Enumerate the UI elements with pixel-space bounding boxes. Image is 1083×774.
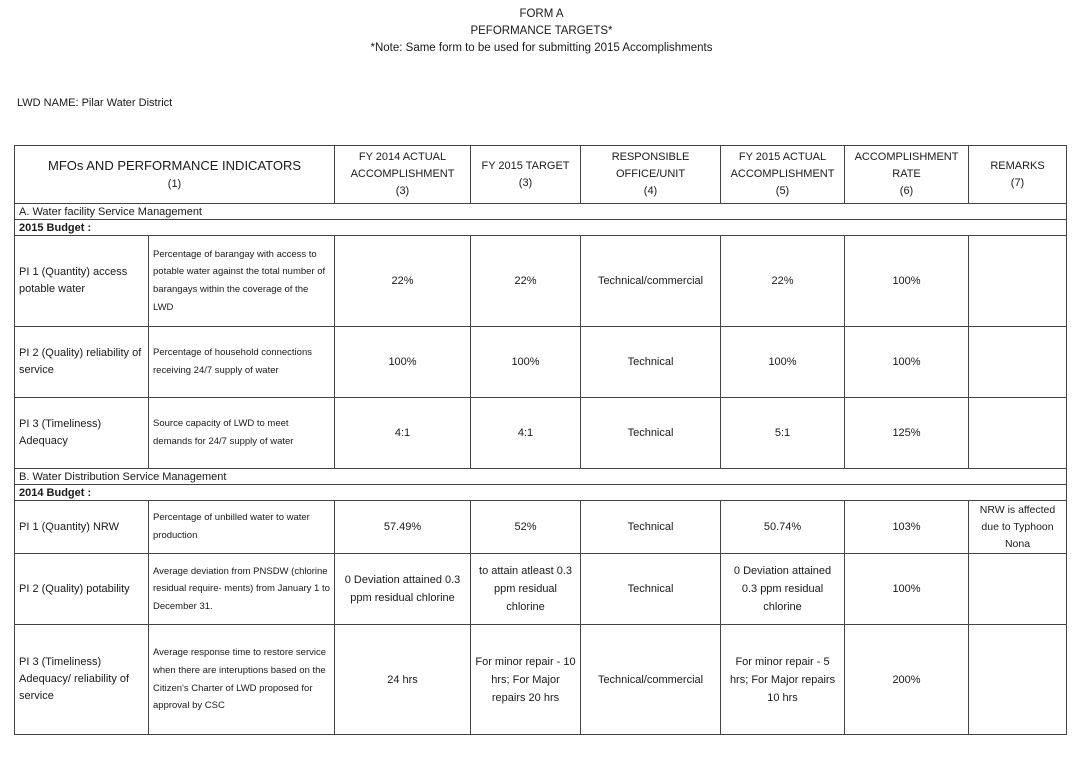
pi-cell: PI 3 (Timeliness) Adequacy/ reliability of service: [15, 625, 149, 735]
form-title: PEFORMANCE TARGETS*: [470, 25, 613, 37]
remarks-cell: NRW is affected due to Typhoon Nona: [969, 501, 1067, 554]
table-row: [15, 236, 1067, 327]
office-cell: Technical: [581, 398, 721, 469]
remarks-cell: [969, 398, 1067, 469]
section-row: [15, 204, 1067, 220]
table-row: [15, 501, 1067, 554]
rate-cell: 125%: [845, 398, 969, 469]
target-cell: 100%: [471, 327, 581, 398]
form-note: *Note: Same form to be used for submitting 2015 Accomplishments: [370, 42, 713, 54]
office-cell: Technical: [581, 327, 721, 398]
table-row: [15, 625, 1067, 735]
actual-cell: 0 Deviation attained 0.3 ppm residual chlorine: [721, 554, 845, 625]
budget-label: 2014 Budget :: [15, 485, 1067, 501]
fy2014-cell: 22%: [335, 236, 471, 327]
fy2014-cell: 24 hrs: [335, 625, 471, 735]
actual-cell: 50.74%: [721, 501, 845, 554]
rate-cell: 100%: [845, 327, 969, 398]
col-header-fy2014: FY 2014 ACTUAL ACCOMPLISHMENT (3): [335, 146, 471, 204]
fy2014-cell: 4:1: [335, 398, 471, 469]
col-header-fy2015-actual: FY 2015 ACTUAL ACCOMPLISHMENT (5): [721, 146, 845, 204]
desc-cell: Percentage of barangay with access to potable water against the total number of barangays within the coverage of the LWD: [149, 236, 335, 327]
target-cell: 4:1: [471, 398, 581, 469]
section-title: B. Water Distribution Service Management: [15, 469, 1067, 485]
desc-cell: Percentage of household connections receiving 24/7 supply of water: [149, 327, 335, 398]
section-row: [15, 469, 1067, 485]
rate-cell: 100%: [845, 236, 969, 327]
target-cell: 22%: [471, 236, 581, 327]
pi-cell: PI 2 (Quality) potability: [15, 554, 149, 625]
col-header-remarks: REMARKS (7): [969, 146, 1067, 204]
table-row: [15, 554, 1067, 625]
fy2014-cell: 100%: [335, 327, 471, 398]
pi-cell: PI 3 (Timeliness) Adequacy: [15, 398, 149, 469]
table-row: [15, 398, 1067, 469]
desc-cell: Percentage of unbilled water to water production: [149, 501, 335, 554]
col-header-mfo: MFOs AND PERFORMANCE INDICATORS (1): [15, 146, 335, 204]
actual-cell: 5:1: [721, 398, 845, 469]
desc-cell: Average response time to restore service when there are interuptions based on the Citizen's Charter of LWD proposed for approval by CSC: [149, 625, 335, 735]
actual-cell: For minor repair - 5 hrs; For Major repairs 10 hrs: [721, 625, 845, 735]
col-header-fy2015-target: FY 2015 TARGET (3): [471, 146, 581, 204]
office-cell: Technical: [581, 554, 721, 625]
col-header-office: RESPONSIBLE OFFICE/UNIT (4): [581, 146, 721, 204]
section-title: A. Water facility Service Management: [15, 204, 1067, 220]
target-cell: to attain atleast 0.3 ppm residual chlorine: [471, 554, 581, 625]
form-label: FORM A: [519, 8, 564, 20]
pi-cell: PI 1 (Quantity) access potable water: [15, 236, 149, 327]
col-header-rate: ACCOMPLISHMENT RATE (6): [845, 146, 969, 204]
performance-targets-table: [14, 145, 1067, 735]
pi-cell: PI 1 (Quantity) NRW: [15, 501, 149, 554]
budget-row: [15, 485, 1067, 501]
actual-cell: 22%: [721, 236, 845, 327]
actual-cell: 100%: [721, 327, 845, 398]
budget-row: [15, 220, 1067, 236]
target-cell: 52%: [471, 501, 581, 554]
lwd-name: LWD NAME: Pilar Water District: [17, 97, 173, 109]
target-cell: For minor repair - 10 hrs; For Major repairs 20 hrs: [471, 625, 581, 735]
remarks-cell: [969, 554, 1067, 625]
fy2014-cell: 57.49%: [335, 501, 471, 554]
remarks-cell: [969, 327, 1067, 398]
fy2014-cell: 0 Deviation attained 0.3 ppm residual chlorine: [335, 554, 471, 625]
pi-cell: PI 2 (Quality) reliability of service: [15, 327, 149, 398]
desc-cell: Average deviation from PNSDW (chlorine residual require- ments) from January 1 to December 31.: [149, 554, 335, 625]
office-cell: Technical: [581, 501, 721, 554]
desc-cell: Source capacity of LWD to meet demands for 24/7 supply of water: [149, 398, 335, 469]
rate-cell: 103%: [845, 501, 969, 554]
office-cell: Technical/commercial: [581, 625, 721, 735]
table-row: [15, 327, 1067, 398]
remarks-cell: [969, 625, 1067, 735]
office-cell: Technical/commercial: [581, 236, 721, 327]
table-header-row: [15, 146, 1067, 204]
rate-cell: 200%: [845, 625, 969, 735]
remarks-cell: [969, 236, 1067, 327]
rate-cell: 100%: [845, 554, 969, 625]
budget-label: 2015 Budget :: [15, 220, 1067, 236]
